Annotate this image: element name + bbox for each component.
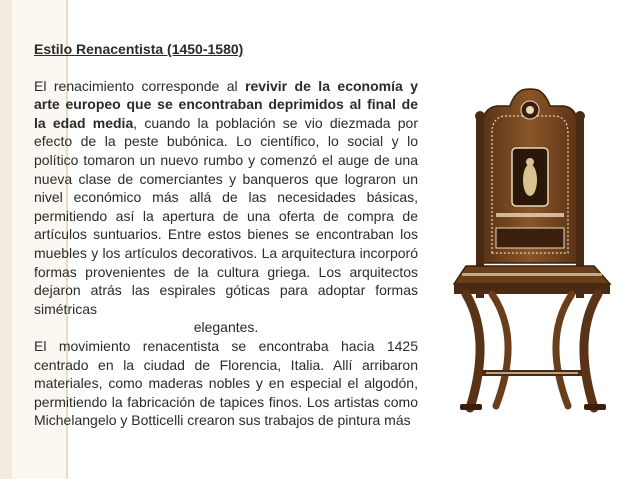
renaissance-chair-image	[452, 88, 622, 418]
left-accent-bar	[0, 0, 12, 479]
para1-part2: , cuando la población se vio diezmada por efecto de la peste bubónica. Lo científico, lo social y lo político tomaron un nuevo rumbo y comenzó el auge de una nueva clase de comerciantes y banqueros que lograron un nivel económico más allá de las necesidades básicas, permitiendo así la apertura de una oferta de compra de artículos suntuarios. Entre estos bienes se encontraban los muebles y los artículos decorativos. La arquitectura incorporó formas provenientes de la cultura griega. Los arquitectos dejaron atrás las espirales góticas para adoptar formas simétricas	[34, 114, 419, 317]
para1-part1: El renacimiento corresponde al	[34, 77, 246, 94]
slide-title: Estilo Renacentista (1450-1580)	[34, 41, 244, 57]
paragraph-1-last-line: elegantes.	[193, 319, 259, 336]
paragraph-2: El movimiento renacentista se encontraba hacia 1425 centrado en la ciudad de Florencia, Italia. Allí arribaron materiales, como maderas nobles y en especial el algodón, permitiendo la fabricación de tapices finos. Los artistas como Michelangelo y Botticelli crearon sus trabajos de pintura más	[34, 337, 418, 429]
text-column	[34, 40, 418, 430]
para1-bold: revivir de la economía y arte europeo que se encontraban deprimidos al final de la edad media	[34, 77, 418, 131]
paragraph-1	[34, 77, 418, 319]
